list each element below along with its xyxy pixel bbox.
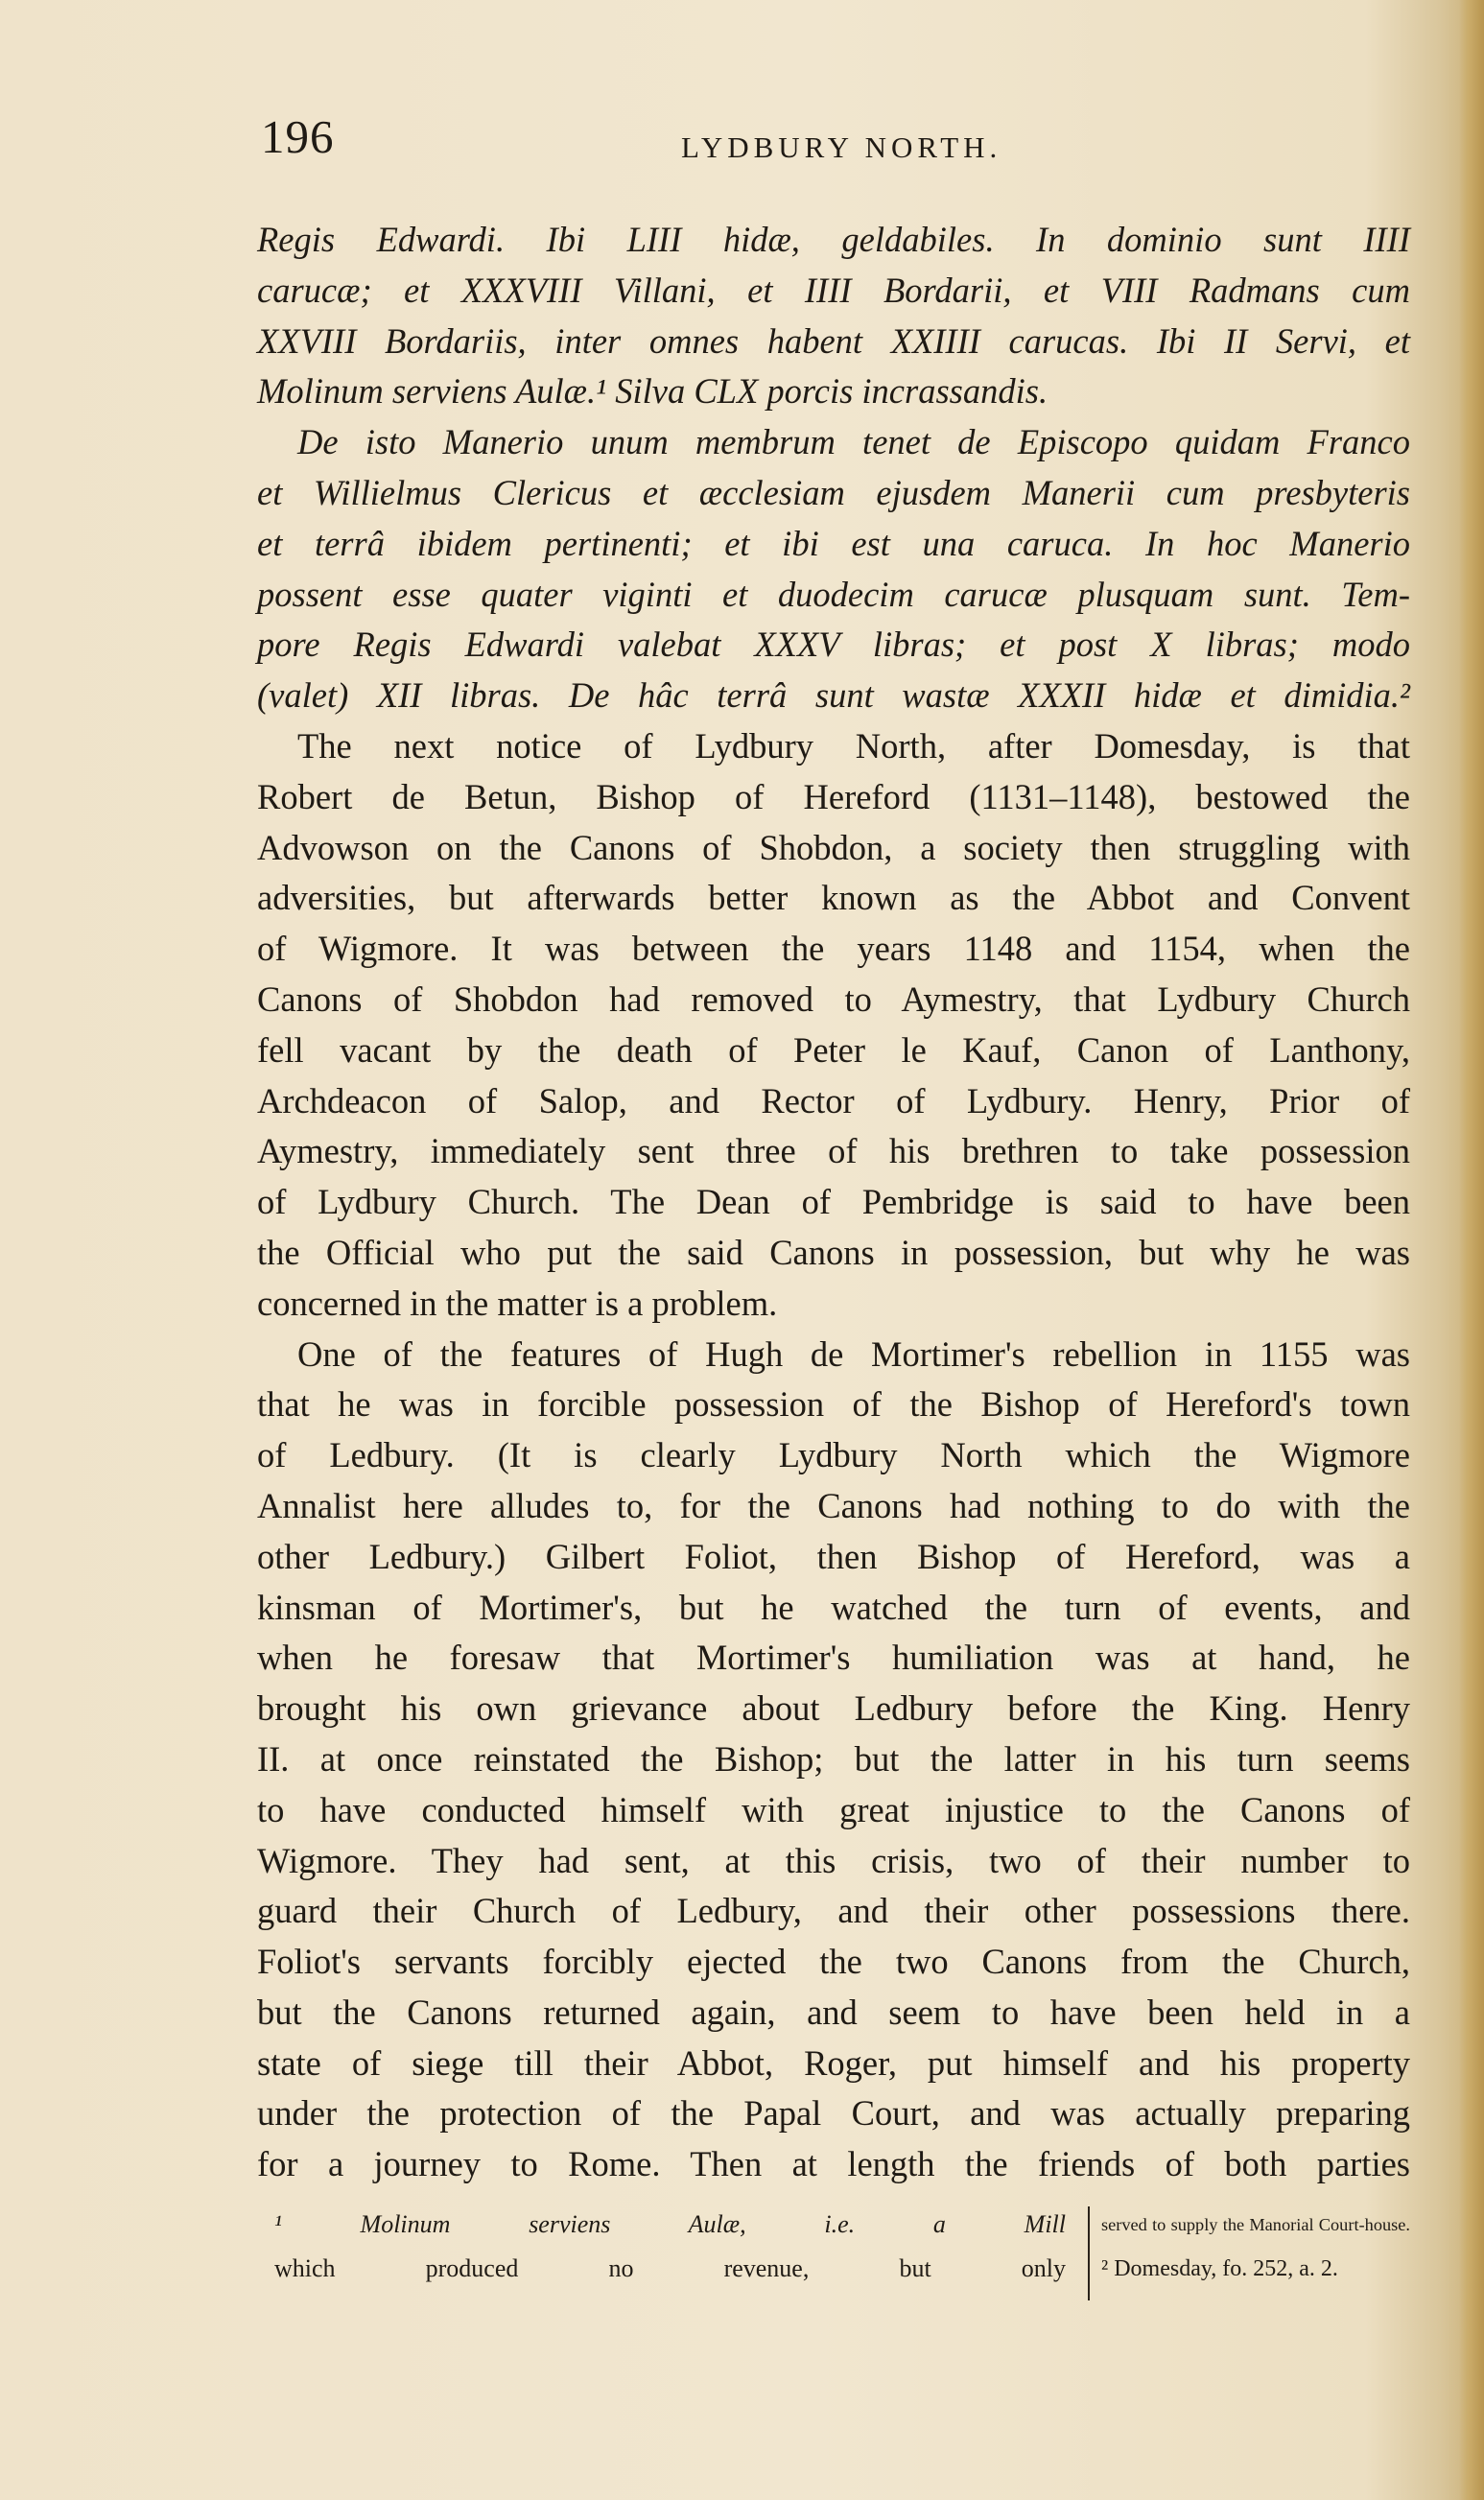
text-line: Regis Edwardi. Ibi LIII hidæ, geldabiles. In dominio sunt IIII [257,220,1410,259]
text-line: et terrâ ibidem pertinenti; et ibi est una caruca. In hoc Manerio [257,523,1410,563]
text-line: Robert de Betun, Bishop of Hereford (1131–1148), bestowed the [257,776,1410,816]
text-line: kinsman of Mortimer's, but he watched the turn of events, and [257,1587,1410,1627]
text-line: XXVIII Bordariis, inter omnes habent XXIIII carucas. Ibi II Servi, et [257,320,1410,361]
body-text [257,215,1410,2190]
footnote-line: ¹ Molinum serviens Aulæ, i.e. a Mill [274,2210,1066,2238]
footnote-line: ² Domesday, fo. 252, a. 2. [1101,2256,1338,2281]
footnote-line: served to supply the Manorial Court-house. [1101,2215,1410,2234]
footnote-line: which produced no revenue, but only [274,2254,1066,2282]
running-head: LYDBURY NORTH. [681,130,1002,164]
text-line: guard their Church of Ledbury, and their other possessions there. [257,1891,1410,1931]
footnote-divider [1088,2206,1090,2300]
text-line: that he was in forcible possession of the Bishop of Hereford's town [257,1384,1410,1425]
text-line: when he foresaw that Mortimer's humiliation was at hand, he [257,1638,1410,1678]
text-line: Molinum serviens Aulæ.¹ Silva CLX porcis incrassandis. [257,371,1048,412]
text-line: pore Regis Edwardi valebat XXXV libras; et post X libras; modo [257,625,1410,665]
text-line: Wigmore. They had sent, at this crisis, two of their number to [257,1840,1410,1880]
footnotes [257,2203,1410,2308]
text-line: the Official who put the said Canons in possession, but why he was [257,1232,1410,1272]
text-line: Annalist here alludes to, for the Canons had nothing to do with the [257,1485,1410,1525]
text-line: fell vacant by the death of Peter le Kauf, Canon of Lanthony, [257,1029,1410,1070]
text-line: (valet) XII libras. De hâc terrâ sunt wastæ XXXII hidæ et dimidia.² [257,675,1410,716]
text-line: Foliot's servants forcibly ejected the two Canons from the Church, [257,1942,1410,1982]
footnote-column-left [274,2203,1066,2291]
text-line: The next notice of Lydbury North, after Domesday, is that [297,725,1410,766]
text-line: De isto Manerio unum membrum tenet de Episcopo quidam Franco [297,422,1410,462]
text-line: Canons of Shobdon had removed to Aymestry, that Lydbury Church [257,979,1410,1019]
text-line: possent esse quater viginti et duodecim carucæ plusquam sunt. Tem- [257,574,1410,614]
text-line: Archdeacon of Salop, and Rector of Lydbury. Henry, Prior of [257,1080,1410,1120]
text-line: under the protection of the Papal Court, and was actually preparing [257,2093,1410,2134]
text-line: of Lydbury Church. The Dean of Pembridge is said to have been [257,1182,1410,1222]
text-line: to have conducted himself with great injustice to the Canons of [257,1789,1410,1829]
text-line: of Ledbury. (It is clearly Lydbury North which the Wigmore [257,1435,1410,1475]
text-line: state of siege till their Abbot, Roger, put himself and his property [257,2042,1410,2083]
text-line: adversities, but afterwards better known as the Abbot and Convent [257,878,1410,918]
text-line: carucæ; et XXXVIII Villani, et IIII Bordarii, et VIII Radmans cum [257,270,1410,310]
text-line: et Willielmus Clericus et æcclesiam ejusdem Manerii cum presbyteris [257,472,1410,512]
footnote-column-right [1101,2203,1410,2291]
page-edge-shadow [1459,0,1484,2500]
text-line: II. at once reinstated the Bishop; but the latter in his turn seems [257,1738,1410,1779]
text-line: Aymestry, immediately sent three of his brethren to take possession [257,1131,1410,1171]
text-line: other Ledbury.) Gilbert Foliot, then Bishop of Hereford, was a [257,1536,1410,1576]
text-line: but the Canons returned again, and seem to have been held in a [257,1992,1410,2032]
text-line: One of the features of Hugh de Mortimer's rebellion in 1155 was [297,1333,1410,1374]
text-line: concerned in the matter is a problem. [257,1283,778,1323]
text-line: for a journey to Rome. Then at length the friends of both parties [257,2144,1410,2184]
text-line: brought his own grievance about Ledbury before the King. Henry [257,1688,1410,1729]
text-line: Advowson on the Canons of Shobdon, a society then struggling with [257,827,1410,867]
text-line: of Wigmore. It was between the years 1148 and 1154, when the [257,929,1410,969]
page-number: 196 [261,110,335,163]
